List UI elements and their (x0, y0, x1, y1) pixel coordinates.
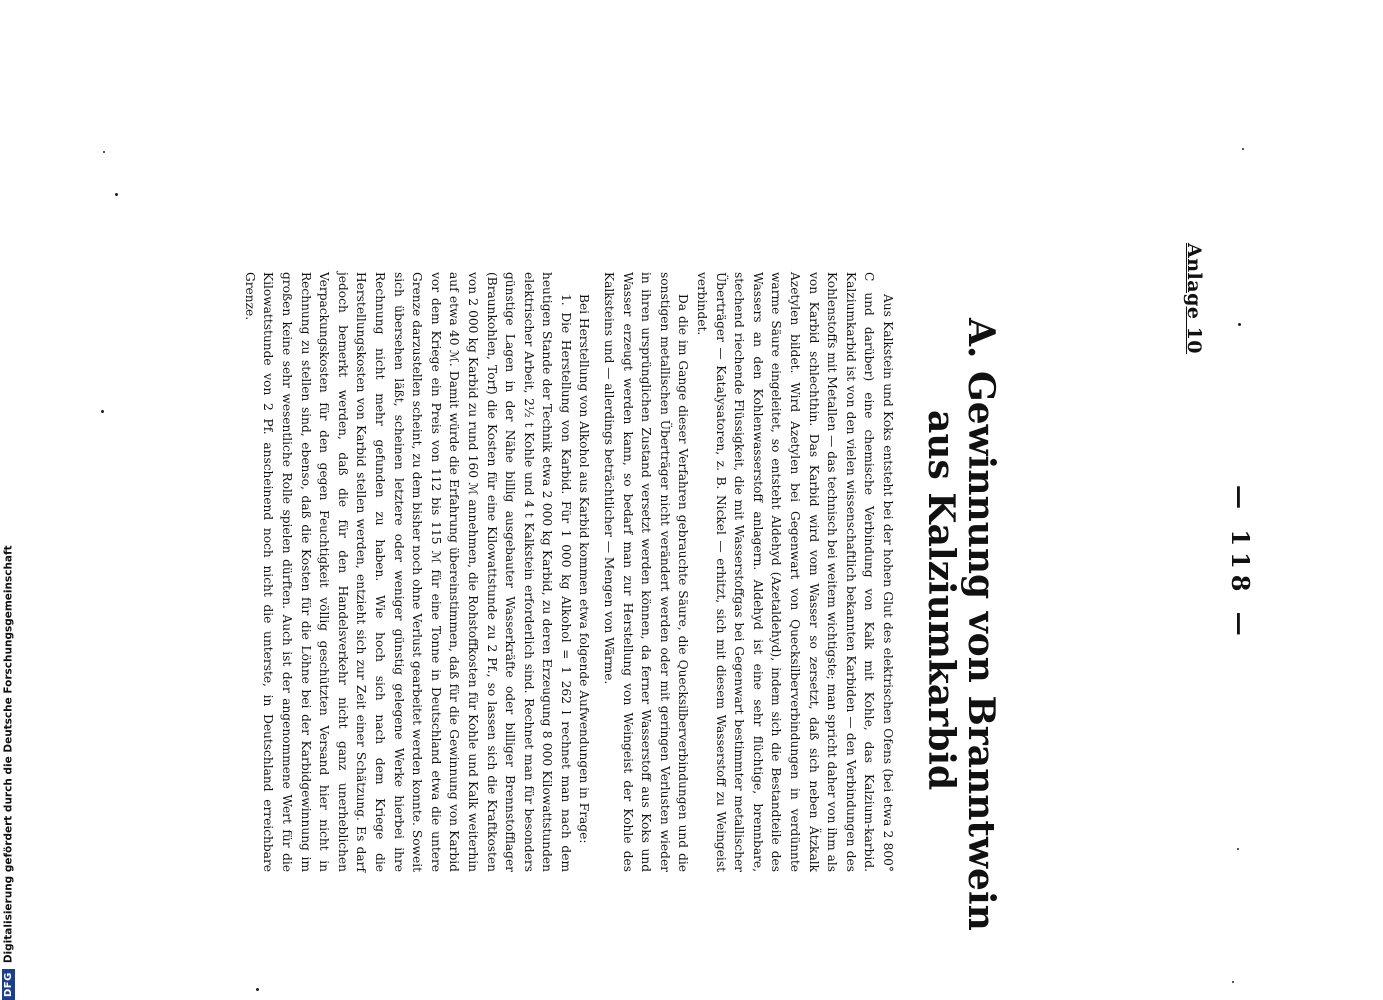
paragraph: Bei Herstellung von Alkohol aus Karbid kommen etwa folgende Aufwendungen in Frage: (577, 294, 592, 844)
scan-speck (101, 410, 104, 413)
body-text (240, 272, 897, 872)
dfg-logo-icon: DFG (2, 969, 15, 1000)
page-number: — 118 — (1226, 485, 1255, 642)
paragraph: Da die im Gange dieser Verfahren gebrauchte Säure, die Quecksilberverbindungen und die sonstigen metallischen Überträger nicht verändert werden oder mit geringen Verlusten wieder in ihren ursprünglichen Zustand versetzt werden können, da ferner Wasserstoff aus Koks und Wasser erzeugt werden kann, so bedarf man zur Herstellung von Weingeist der Kohle des Kalksteins und — allerdings beträchtlicher — Mengen von Wärme. (602, 272, 691, 872)
scan-speck (115, 193, 118, 196)
page-title: A. Gewinnung von Branntwein (960, 318, 1002, 931)
scan-speck (1242, 148, 1244, 150)
scan-speck (1232, 981, 1234, 983)
digitization-note-text: Digitalisierung gefördert durch die Deutsche Forschungsgemeinschaft (2, 545, 15, 964)
scan-speck (103, 151, 105, 153)
scan-speck (1238, 323, 1241, 326)
paragraph: Aus Kalkstein und Koks entsteht bei der hohen Glut des elektrischen Ofens (bei etwa 2 800° C und darüber) eine chemische Verbindung von Kalk mit Kohle, das Kalzium-karbid. Kalziumkarbid ist von den vielen wissenschaftlich bekannten Karbiden — den Verbindungen des Kohlenstoffs mit Metallen — das technisch bei weitem wichtigste; man spricht daher von ihm als von Karbid schlechthin. Das Karbid wird vom Wasser so zersetzt, daß sich neben Ätzkalk Azetylen bildet. Wird Azetylen bei Gegenwart von Quecksilberverbindungen in verdünnte warme Säure eingeleitet, so entsteht Aldehyd (Azetaldehyd), indem sich die Bestandteile des Wassers an den Kohlenwasserstoff anlagern. Aldehyd ist eine sehr flüchtige, brennbare, stechend riechende Flüssigkeit, die mit Wasserstoffgas bei Gegenwart bestimmter metallischer Überträger — Katalysatoren, z. B. Nickel — erhitzt, sich mit diesem Wasserstoff zu Weingeist verbindet. (695, 272, 895, 872)
page-subtitle: aus Kalziumkarbid (920, 410, 962, 791)
digitization-note (2, 545, 15, 1000)
appendix-label: Anlage 10 (1183, 243, 1205, 355)
paragraph: 1. Die Herstellung von Karbid. Für 1 000 kg Alkohol = 1 262 l rechnet man nach dem heutigen Stande der Technik etwa 2 000 kg Karbid, zu deren Erzeugung 8 000 Kilowattstunden elektrischer Arbeit, 2½ t Kohle und 4 t Kalkstein erforderlich sind. Rechnet man für besonders günstige Lagen in der Nähe billig ausgebauter Wasserkräfte oder billiger Brennstofflager (Braunkohlen, Torf) die Kosten für eine Kilowattstunde zu 2 Pf., so lassen sich die Kraftkosten von 2 000 kg Karbid zu rund 160 ℳ annehmen, die Rohstoffkosten für Kohle und Kalk weiterhin auf etwa 40 ℳ. Damit würde die Erfahrung übereinstimmen, daß für die Gewinnung von Karbid vor dem Kriege ein Preis von 112 bis 115 ℳ für eine Tonne in Deutschland etwa die untere Grenze darzustellen scheint, zu dem bisher noch ohne Verlust gearbeitet werden konnte. Soweit sich übersehen läßt, scheinen letztere oder weniger günstig gelegene Werke hierbei ihre Rechnung nicht mehr gefunden zu haben. Wie hoch sich nach dem Kriege die Herstellungskosten von Karbid stellen werden, entzieht sich zur Zeit einer Schätzung. Es darf jedoch bemerkt werden, daß die für den Handelsverkehr nicht ganz unerheblichen Verpackungskosten für den gegen Feuchtigkeit völlig geschützten Versand hier nicht in Rechnung zu stellen sind, ebenso, daß die Kosten für die Löhne bei der Karbidgewinnung im großen keine sehr wesentliche Rolle spielen dürften. Auch ist der angenommene Wert für die Kilowattstunde von 2 Pf. anscheinend noch nicht die unterste, in Deutschland erreichbare Grenze. (242, 272, 573, 872)
scan-speck (1237, 848, 1239, 850)
scan-speck (256, 988, 259, 991)
